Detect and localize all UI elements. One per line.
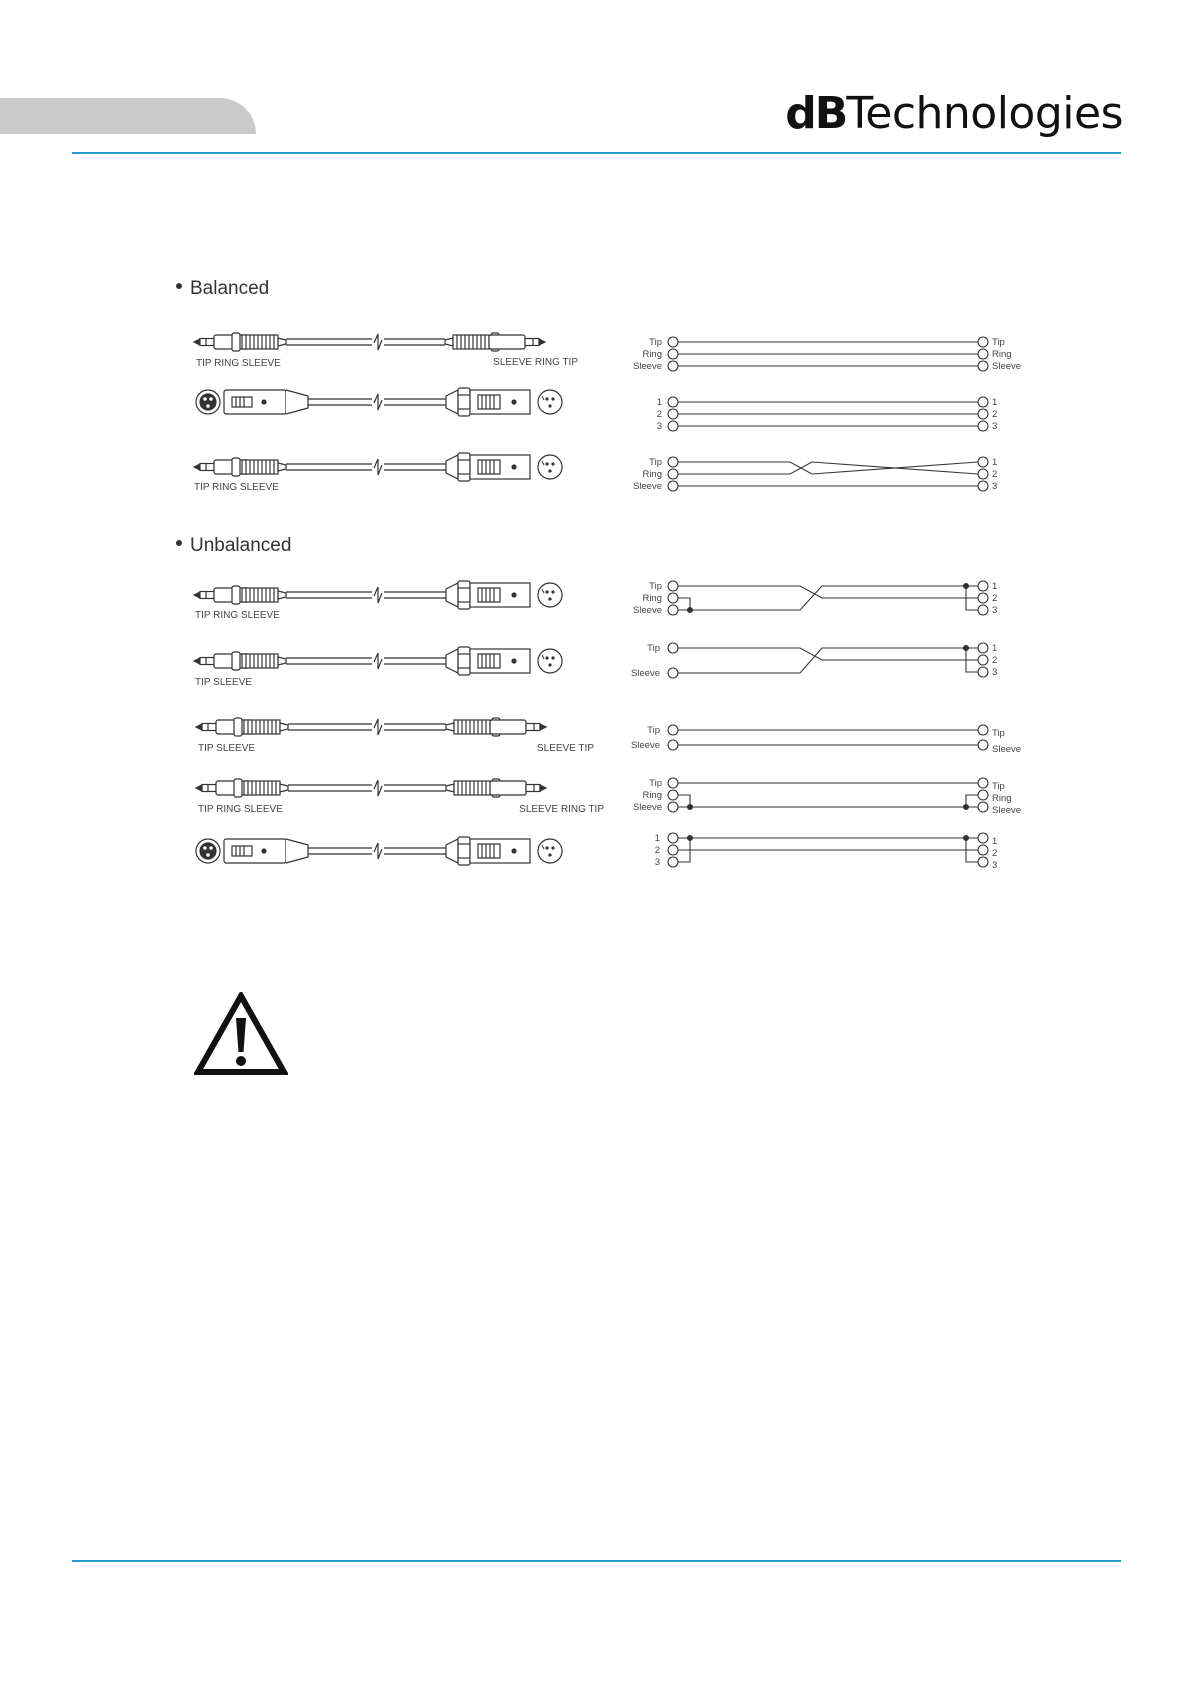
svg-text:Ring: Ring (992, 349, 1012, 360)
cable-xlr-xlr-balanced (196, 388, 562, 416)
svg-text:3: 3 (992, 667, 998, 678)
svg-text:1: 1 (654, 833, 660, 844)
wiring-trs-trs-unbal (668, 778, 988, 812)
svg-text:1: 1 (992, 836, 998, 847)
svg-text:Sleeve: Sleeve (630, 740, 660, 751)
svg-text:Sleeve: Sleeve (992, 361, 1022, 372)
cable-4-left-label: TIP RING SLEEVE (195, 610, 280, 621)
svg-text:3: 3 (992, 421, 998, 432)
wiring-xlr-xlr-unbal (668, 833, 988, 867)
svg-text:Ring: Ring (642, 349, 662, 360)
svg-text:Ring: Ring (992, 793, 1012, 804)
cable-trs-xlr-balanced (194, 453, 562, 493)
wiring-trs-xlr-unbal (668, 581, 988, 615)
cable-ts-xlr-unbalanced (194, 647, 562, 688)
wiring-ts-ts (668, 725, 988, 750)
svg-text:Ring: Ring (642, 469, 662, 480)
svg-text:Sleeve: Sleeve (992, 805, 1022, 816)
cable-xlr-xlr-unbalanced (196, 837, 562, 865)
svg-text:Tip: Tip (649, 778, 662, 789)
svg-text:Sleeve: Sleeve (992, 744, 1022, 755)
svg-text:2: 2 (654, 845, 660, 856)
svg-text:Sleeve: Sleeve (632, 802, 662, 813)
svg-text:Tip: Tip (649, 337, 662, 348)
svg-text:Sleeve: Sleeve (630, 668, 660, 679)
svg-text:Sleeve: Sleeve (632, 361, 662, 372)
cable-7-left-label: TIP RING SLEEVE (198, 804, 283, 815)
unbalanced-heading: Unbalanced (176, 535, 291, 557)
svg-text:Tip: Tip (992, 781, 1005, 792)
svg-text:2: 2 (992, 593, 998, 604)
svg-text:Tip: Tip (649, 457, 662, 468)
cable-1-right-label: SLEEVE RING TIP (493, 357, 578, 368)
svg-text:1: 1 (656, 397, 662, 408)
svg-text:1: 1 (992, 581, 998, 592)
svg-text:2: 2 (656, 409, 662, 420)
svg-text:Sleeve: Sleeve (632, 481, 662, 492)
svg-text:Sleeve: Sleeve (632, 605, 662, 616)
svg-text:3: 3 (992, 605, 998, 616)
cable-trs-trs-balanced (194, 333, 578, 369)
svg-text:Ring: Ring (642, 593, 662, 604)
svg-text:2: 2 (992, 655, 998, 666)
cable-trs-trs-unbalanced (196, 779, 604, 815)
svg-text:3: 3 (656, 421, 662, 432)
svg-text:Tip: Tip (647, 725, 660, 736)
svg-text:3: 3 (992, 860, 998, 871)
svg-text:3: 3 (992, 481, 998, 492)
cable-6-left-label: TIP SLEEVE (198, 743, 256, 754)
cable-3-left-label: TIP RING SLEEVE (194, 482, 279, 493)
svg-text:Tip: Tip (649, 581, 662, 592)
svg-text:Ring: Ring (642, 790, 662, 801)
cable-7-right-label: SLEEVE RING TIP (519, 804, 604, 815)
wiring-xlr-xlr (668, 397, 988, 431)
svg-text:1: 1 (992, 643, 998, 654)
svg-text:2: 2 (992, 469, 998, 480)
wiring-trs-trs (668, 337, 988, 371)
svg-text:1: 1 (992, 457, 998, 468)
warning-triangle-icon (194, 992, 288, 1076)
cable-trs-xlr-unbalanced (194, 581, 562, 621)
cable-ts-ts-unbalanced (196, 718, 594, 754)
wiring-trs-xlr (668, 457, 988, 491)
svg-text:Tip: Tip (992, 337, 1005, 348)
svg-text:Tip: Tip (647, 643, 660, 654)
svg-text:3: 3 (654, 857, 660, 868)
svg-text:2: 2 (992, 409, 998, 420)
cable-1-left-label: TIP RING SLEEVE (196, 358, 281, 369)
balanced-heading: Balanced (176, 278, 269, 300)
cable-6-right-label: SLEEVE TIP (536, 743, 594, 754)
brand-logo: dBTechnologies (785, 88, 1123, 139)
svg-text:2: 2 (992, 848, 998, 859)
cable-5-left-label: TIP SLEEVE (195, 677, 253, 688)
footer-rule (72, 1560, 1121, 1562)
wiring-ts-xlr (668, 643, 988, 678)
svg-text:Tip: Tip (992, 728, 1005, 739)
svg-text:1: 1 (992, 397, 998, 408)
